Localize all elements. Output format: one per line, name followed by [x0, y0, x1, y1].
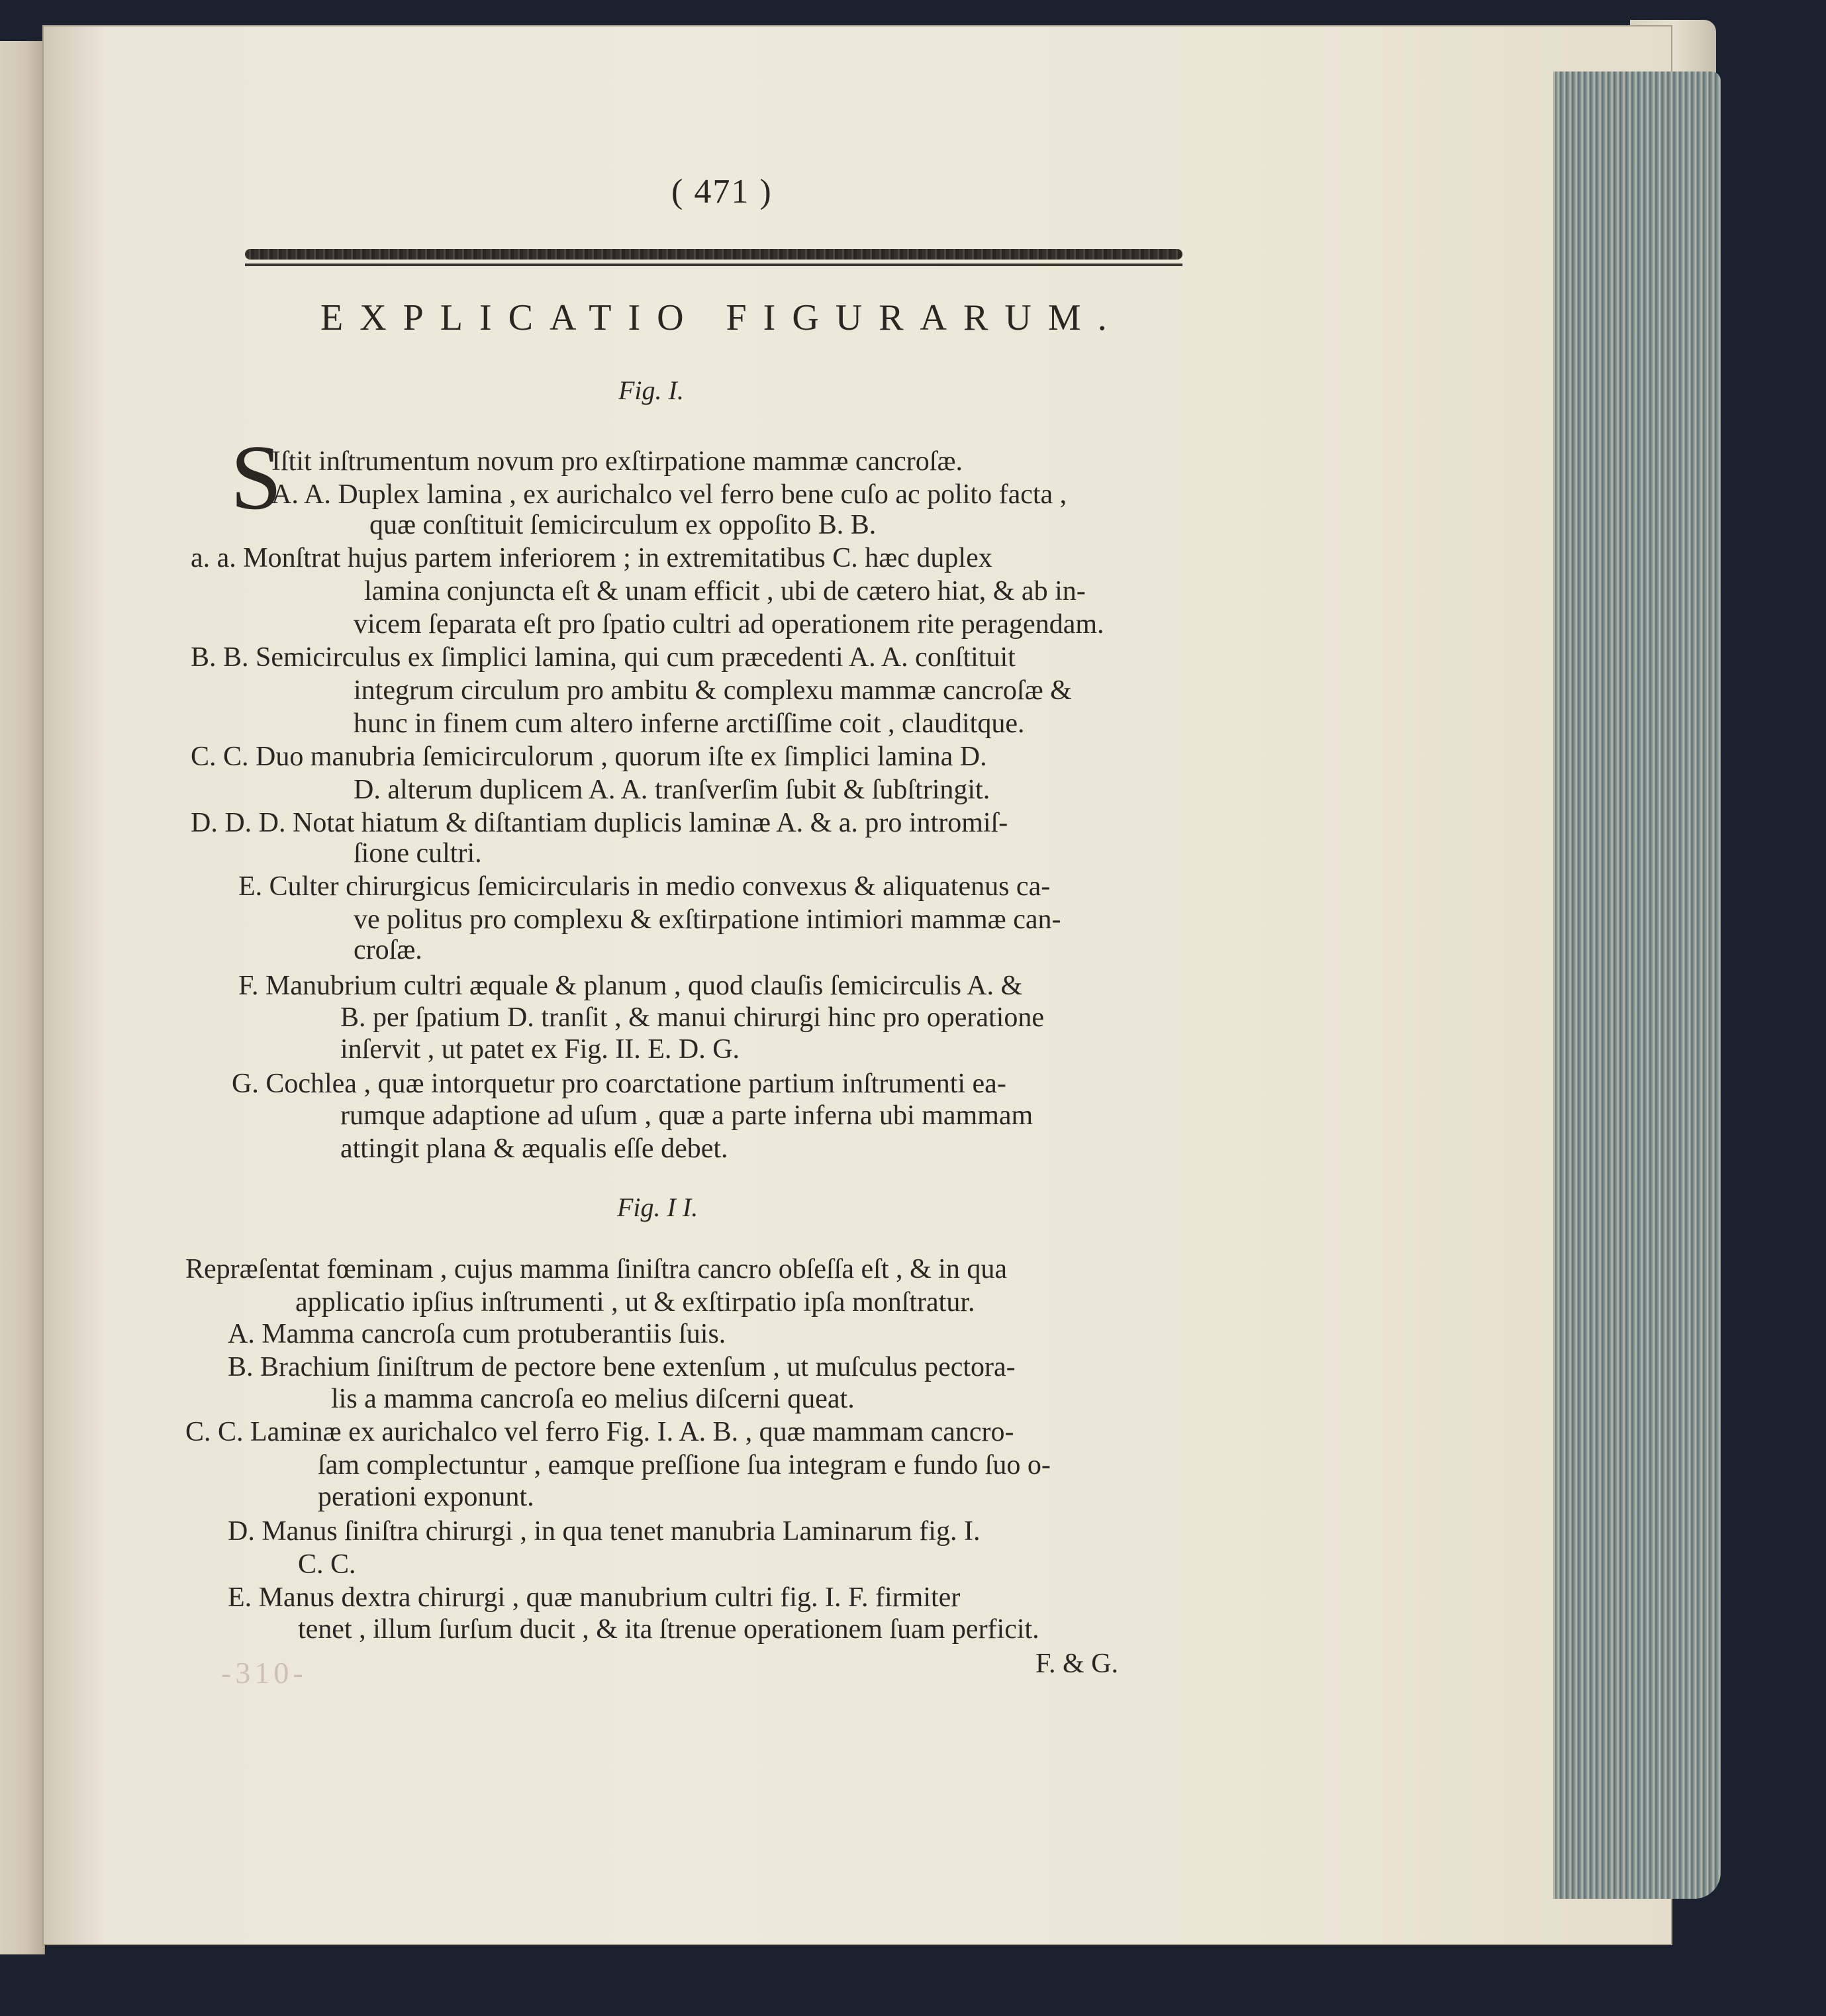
text-line: rumque adaptione ad uſum , quæ a parte inferna ubi mammam: [340, 1100, 1033, 1131]
text-line: lis a mamma cancroſa eo melius diſcerni queat.: [331, 1384, 855, 1414]
page-block-edge: [1553, 72, 1721, 1899]
text-line: C. C. Duo manubria ſemicirculorum , quorum iſte ex ſimplici lamina D.: [191, 742, 987, 772]
text-line: D. D. D. Notat hiatum & diſtantiam duplicis laminæ A. & a. pro intromiſ-: [191, 808, 1008, 838]
text-line: integrum circulum pro ambitu & complexu mammæ cancroſæ &: [354, 675, 1072, 706]
text-line: ſione cultri.: [354, 838, 482, 869]
ornamental-rule: [245, 249, 1182, 260]
text-line: A. A. Duplex lamina , ex aurichalco vel ferro bene cuſo ac polito facta ,: [271, 479, 1067, 510]
text-line: E. Manus dextra chirurgi , quæ manubrium cultri fig. I. F. firmiter: [228, 1582, 961, 1613]
page-text: [42, 25, 1553, 1945]
text-line: attingit plana & æqualis eſſe debet.: [340, 1133, 728, 1164]
text-line: lamina conjuncta eſt & unam efficit , ubi de cætero hiat, & ab in-: [364, 576, 1086, 606]
text-line: ſam complectuntur , eamque preſſione ſua integram e fundo ſuo o-: [318, 1450, 1051, 1480]
text-line: hunc in finem cum altero inferne arctiſſime coit , clauditque.: [354, 708, 1025, 739]
page: [42, 25, 1672, 1945]
text-line: F. Manubrium cultri æquale & planum , quod clauſis ſemicirculis A. &: [238, 971, 1023, 1001]
page-title: EXPLICATIO FIGURARUM.: [320, 297, 1124, 338]
figure-1-heading: Fig. I.: [618, 375, 684, 405]
drop-cap: S: [230, 426, 282, 529]
text-line: A. Mamma cancroſa cum protuberantiis ſuis.: [228, 1319, 726, 1349]
ornamental-rule-line: [245, 264, 1182, 266]
text-line: D. alterum duplicem A. A. tranſverſim ſubit & ſubſtringit.: [354, 775, 990, 805]
text-line: Iſtit inſtrumentum novum pro exſtirpatione mammæ cancroſæ.: [271, 446, 963, 477]
text-line: B. per ſpatium D. tranſit , & manui chirurgi hinc pro operatione: [340, 1002, 1044, 1033]
text-line: Repræſentat fœminam , cujus mamma ſiniſtra cancro obſeſſa eſt , & in qua: [185, 1254, 1007, 1284]
text-line: B. B. Semicirculus ex ſimplici lamina, qui cum præcedenti A. A. conſtituit: [191, 642, 1016, 673]
text-line: quæ conſtituit ſemicirculum ex oppoſito B. B.: [369, 510, 877, 540]
text-line: G. Cochlea , quæ intorquetur pro coarctatione partium inſtrumenti ea-: [232, 1069, 1006, 1099]
text-line: vicem ſeparata eſt pro ſpatio cultri ad operationem rite peragendam.: [354, 609, 1104, 640]
text-line: B. Brachium ſiniſtrum de pectore bene extenſum , ut muſculus pectora-: [228, 1352, 1016, 1382]
catchword: F. & G.: [1035, 1649, 1118, 1679]
text-line: applicatio ipſius inſtrumenti , ut & exſtirpatio ipſa monſtratur.: [295, 1287, 975, 1318]
previous-page-edge: [0, 41, 45, 1954]
text-line: tenet , illum ſurſum ducit , & ita ſtrenue operationem ſuam perficit.: [298, 1614, 1039, 1645]
text-line: E. Culter chirurgicus ſemicircularis in medio convexus & aliquatenus ca-: [238, 871, 1051, 902]
text-line: C. C. Laminæ ex aurichalco vel ferro Fig. I. A. B. , quæ mammam cancro-: [185, 1417, 1014, 1447]
text-line: D. Manus ſiniſtra chirurgi , in qua tenet manubria Laminarum fig. I.: [228, 1516, 981, 1547]
text-line: croſæ.: [354, 935, 422, 965]
text-line: inſervit , ut patet ex Fig. II. E. D. G.: [340, 1034, 740, 1065]
figure-2-heading: Fig. I I.: [617, 1192, 698, 1222]
text-line: C. C.: [298, 1549, 356, 1580]
offset-stain-text: -310-: [221, 1656, 307, 1690]
text-line: ve politus pro complexu & exſtirpatione intimiori mammæ can-: [354, 904, 1061, 935]
page-number: ( 471 ): [671, 173, 773, 211]
text-line: a. a. Monſtrat hujus partem inferiorem ; in extremitatibus C. hæc duplex: [191, 543, 992, 573]
text-line: perationi exponunt.: [318, 1482, 534, 1512]
